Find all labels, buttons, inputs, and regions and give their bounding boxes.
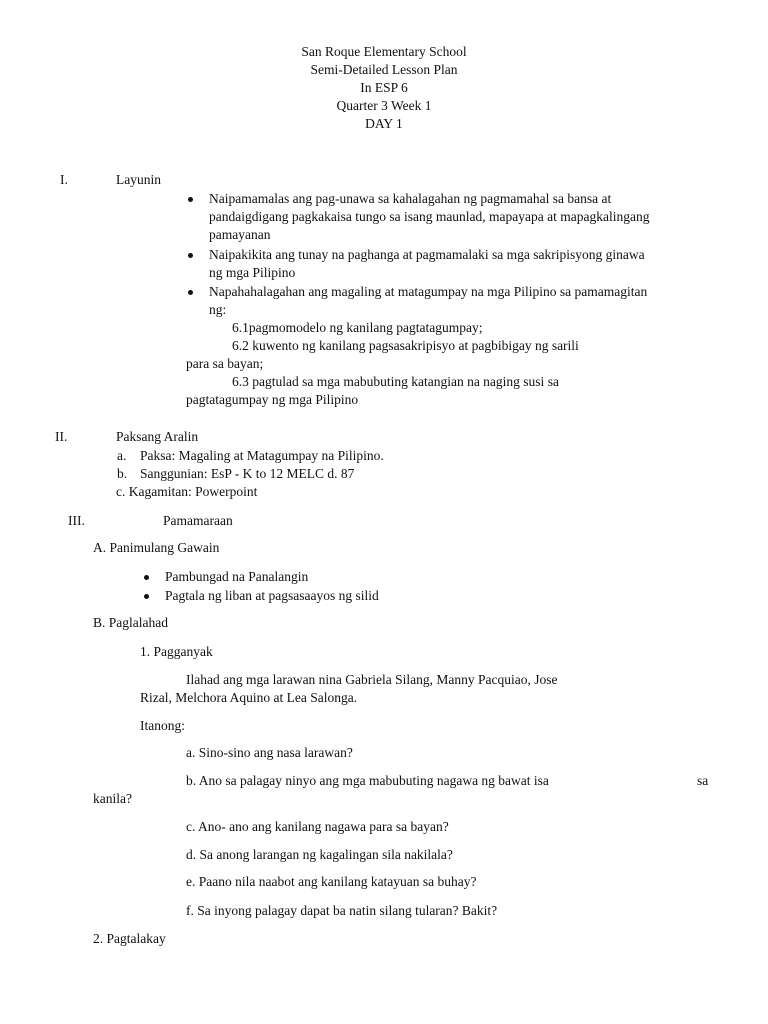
- school-name: San Roque Elementary School: [301, 44, 467, 59]
- question-e: e. Paano nila naabot ang kanilang katayuan sa buhay?: [186, 874, 477, 889]
- day-line: DAY 1: [365, 116, 403, 131]
- question-d: d. Sa anong larangan ng kagalingan sila nakilala?: [186, 847, 453, 862]
- quarter-line: Quarter 3 Week 1: [336, 98, 432, 113]
- subsection-b-title: B. Paglalahad: [93, 615, 168, 630]
- subobjective-6-3-line-1: 6.3 pagtulad sa mga mabubuting katangian na naging susi sa: [232, 374, 559, 389]
- objective-1-line-2: pandaigdigang pagkakaisa tungo sa isang maunlad, mapayapa at mapagkalingang: [209, 209, 650, 224]
- question-b-trailing-word: sa: [697, 773, 709, 788]
- question-b-line-1: b. Ano sa palagay ninyo ang mga mabubuting nagawa ng bawat isa: [186, 773, 549, 788]
- subobjective-6-2-line-1: 6.2 kuwento ng kanilang pagsasakripisyo at pagbibigay ng sarili: [232, 338, 579, 353]
- pagtalakay-title: 2. Pagtalakay: [93, 931, 166, 946]
- bullet-icon: [188, 253, 193, 258]
- pagganyak-line-1: Ilahad ang mga larawan nina Gabriela Silang, Manny Pacquiao, Jose: [186, 672, 558, 687]
- item-a-label: a.: [117, 448, 127, 463]
- bullet-icon: [188, 290, 193, 295]
- objective-3-line-1: Napahahalagahan ang magaling at matagumpay na mga Pilipino sa pamamagitan: [209, 284, 648, 299]
- objective-3-line-2: ng:: [209, 302, 227, 317]
- question-a: a. Sino-sino ang nasa larawan?: [186, 745, 353, 760]
- bullet-icon: [188, 197, 193, 202]
- bullet-icon: [144, 575, 149, 580]
- item-a-text: Paksa: Magaling at Matagumpay na Pilipino.: [140, 448, 384, 463]
- section-1-title: Layunin: [116, 172, 161, 187]
- subsection-a-title: A. Panimulang Gawain: [93, 540, 220, 555]
- pagganyak-title: 1. Pagganyak: [140, 644, 213, 659]
- objective-1-line-3: pamayanan: [209, 227, 271, 242]
- item-c-text: c. Kagamitan: Powerpoint: [116, 484, 258, 499]
- item-b-label: b.: [117, 466, 128, 481]
- subobjective-6-3-line-2: pagtatagumpay ng mga Pilipino: [186, 392, 359, 407]
- subsection-a-item-1: Pambungad na Panalangin: [165, 569, 309, 584]
- plan-title: Semi-Detailed Lesson Plan: [310, 62, 458, 77]
- objective-2-line-2: ng mga Pilipino: [209, 265, 296, 280]
- pagganyak-line-2: Rizal, Melchora Aquino at Lea Salonga.: [140, 690, 358, 705]
- bullet-icon: [144, 594, 149, 599]
- subobjective-6-2-line-2: para sa bayan;: [186, 356, 264, 371]
- section-2-number: II.: [55, 429, 68, 444]
- question-f: f. Sa inyong palagay dapat ba natin silang tularan? Bakit?: [186, 903, 498, 918]
- item-b-text: Sanggunian: EsP - K to 12 MELC d. 87: [140, 466, 355, 481]
- question-b-line-2: kanila?: [93, 791, 132, 806]
- question-c: c. Ano- ano ang kanilang nagawa para sa bayan?: [186, 819, 449, 834]
- section-1-number: I.: [60, 172, 68, 187]
- section-2-title: Paksang Aralin: [116, 429, 199, 444]
- section-3-number: III.: [68, 513, 85, 528]
- itanong-label: Itanong:: [140, 718, 185, 733]
- subject-line: In ESP 6: [360, 80, 408, 95]
- section-3-title: Pamamaraan: [163, 513, 233, 528]
- objective-1-line-1: Naipamamalas ang pag-unawa sa kahalagahan ng pagmamahal sa bansa at: [209, 191, 612, 206]
- objective-2-line-1: Naipakikita ang tunay na paghanga at pagmamalaki sa mga sakripisyong ginawa: [209, 247, 645, 262]
- subobjective-6-1: 6.1pagmomodelo ng kanilang pagtatagumpay;: [232, 320, 483, 335]
- subsection-a-item-2: Pagtala ng liban at pagsasaayos ng silid: [165, 588, 379, 603]
